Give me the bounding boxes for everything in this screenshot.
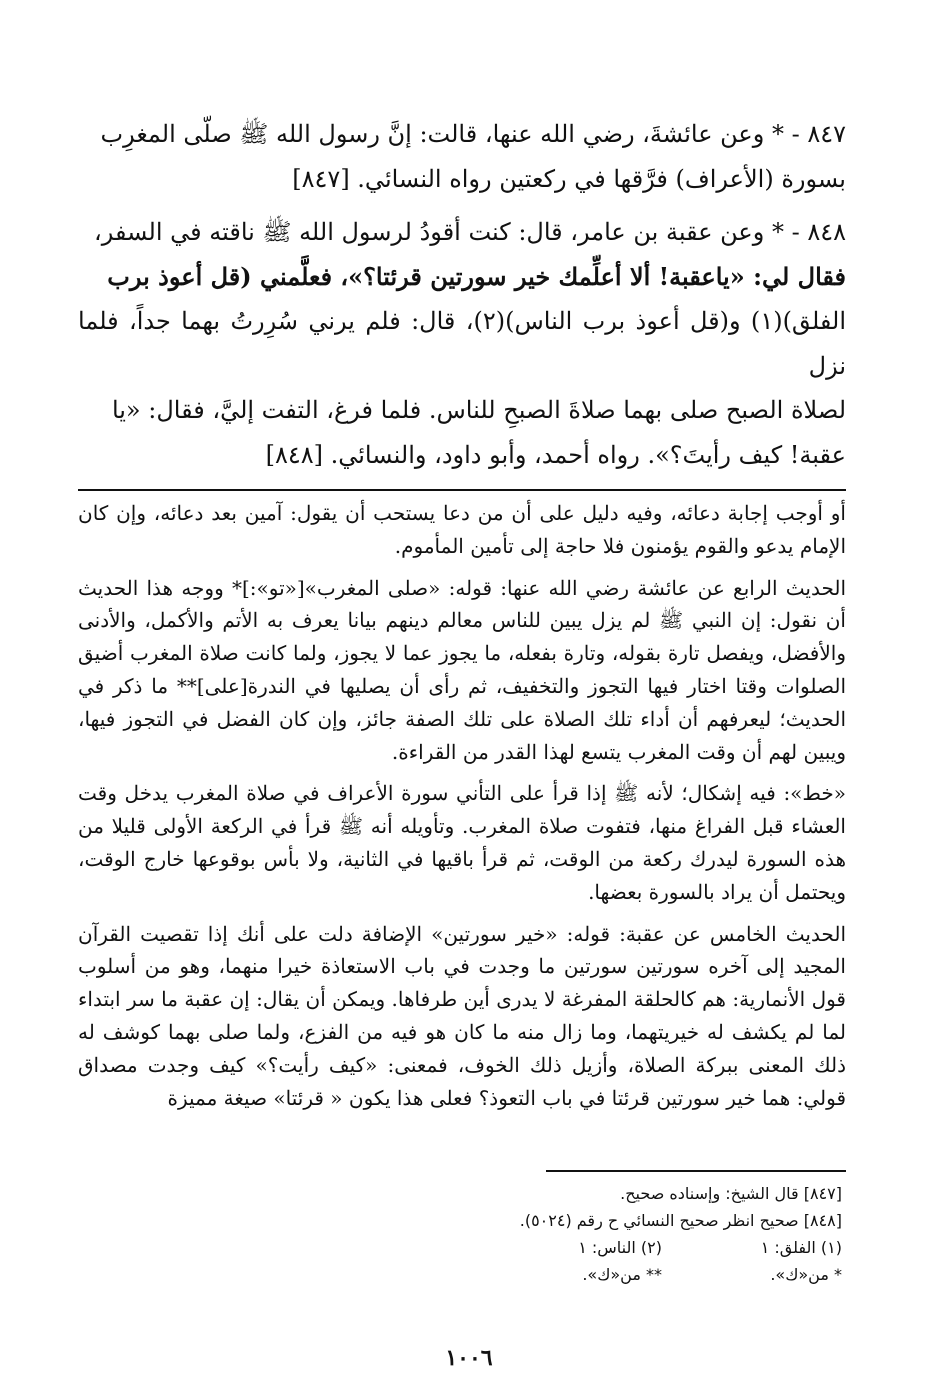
footnote-star2: ** من«ك». — [582, 1265, 662, 1284]
section-divider — [78, 489, 846, 491]
footnote-divider — [546, 1170, 846, 1172]
footnote-source-refs — [422, 1261, 842, 1288]
hadith-line: عقبة! كيف رأيتَ؟». رواه أحمد، وأبو داود، والنسائي. [٨٤٨] — [265, 440, 846, 469]
commentary — [78, 497, 846, 1114]
footnote-nas: (٢) الناس: ١ — [578, 1238, 662, 1257]
footnote-star1: * من«ك». — [770, 1265, 842, 1284]
footnotes — [422, 1180, 842, 1288]
commentary-paragraph: «خط»: فيه إشكال؛ لأنه ﷺ إذا قرأ على التأني سورة الأعراف في صلاة المغرب يدخل وقت العشاء قبل الفراغ منها، فتفوت صلاة المغرب. وتأويله أنه ﷺ قرأ في الركعة الأولى قليلا من هذه السورة ليدرك ركعة من الوقت، ثم قرأ باقيها في الثانية، ولا بأس بوقوعها خارج الوقت، ويحتمل أن يراد بالسورة بعضها. — [78, 781, 846, 904]
footnote-surah-refs — [422, 1234, 842, 1261]
hadith-line: بسورة (الأعراف) فرَّقها في ركعتين رواه النسائي. [٨٤٧] — [292, 164, 846, 193]
hadith-line: فقال لي: «ياعقبة! ألا أعلِّمك خير سورتين قرئتا؟»، فعلَّمني (قل أعوذ برب — [107, 261, 846, 291]
hadith-line: ٨٤٨ - * وعن عقبة بن عامر، قال: كنت أقودُ لرسول الله ﷺ ناقته في السفر، — [93, 218, 846, 246]
commentary-paragraph: الحديث الرابع عن عائشة رضي الله عنها: قوله: «صلى المغرب»[«تو»:]* ووجه هذا الحديث أن نقول: إن النبي ﷺ لم يزل يبين للناس معالم دينهم بيانا يعرف به الأتم والأكمل، والأدنى والأفضل، ويفصل تارة بقوله، وتارة بفعله، ما يجوز عما لا يجوز، ولما كانت صلاة المغرب أضيق الصلوات وقتا اختار فيها التجوز والتخفيف، ثم رأى أن يصليها في الندرة[على]** ما ذكر في الحديث؛ ليعرفهم أن أداء تلك الصلاة على تلك الصفة جائز، وإن كان الفضل في التجوز فيها، ويبين لهم أن وقت المغرب يتسع لهذا القدر من القراءة. — [78, 575, 846, 764]
hadith-line: لصلاة الصبح صلى بهما صلاةَ الصبحِ للناس. فلما فرغ، التفت إليَّ، فقال: «يا — [111, 396, 846, 424]
page-body — [78, 112, 846, 1123]
page-number: ١٠٠٦ — [445, 1345, 493, 1371]
commentary-paragraph: أو أوجب إجابة دعائه، وفيه دليل على أن من دعا يستحب أن يقول: آمين بعد دعائه، وإن كان الإمام يدعو والقوم يؤمنون فلا حاجة إلى تأمين المأموم. — [78, 501, 846, 558]
hadith-line: الفلق)(١) و(قل أعوذ برب الناس)(٢)، قال: فلم يرني سُرِرتُ بهما جداً، فلما نزل — [78, 307, 847, 380]
footnote-848: [٨٤٨] صحيح انظر صحيح النسائي ح رقم (٥٠٢٤). — [519, 1211, 842, 1230]
footnote-847: [٨٤٧] قال الشيخ: وإسناده صحيح. — [620, 1184, 842, 1203]
hadith-847 — [78, 112, 846, 201]
hadith-848 — [78, 210, 846, 477]
footnote-falaq: (١) الفلق: ١ — [760, 1238, 842, 1257]
hadith-line: ٨٤٧ - * وعن عائشةَ، رضي الله عنها، قالت: إنَّ رسول الله ﷺ صلّى المغرِب — [100, 120, 846, 148]
commentary-paragraph: الحديث الخامس عن عقبة: قوله: «خير سورتين» الإضافة دلت على أنك إذا تقصيت القرآن المجيد إلى آخره سورتين سورتين ما وجدت في باب الاستعاذة خيرا منهما، وهو من أسلوب قول الأنمارية: هم كالحلقة المفرغة لا يدرى أين طرفاها. ويمكن أن يقال: إن عقبة ما سر ابتداء لما لم يكشف له خيريتهما، وما زال منه ما كان هو فيه من الفزع، ولما صلى بهما كوشف له ذلك المعنى ببركة الصلاة، وأزيل ذلك الخوف، فمعنى: «كيف رأيت؟» كيف وجدت مصداق قولي: هما خير سورتين قرئتا في باب التعوذ؟ فعلى هذا يكون « قرئتا» صيغة مميزة — [78, 921, 846, 1110]
